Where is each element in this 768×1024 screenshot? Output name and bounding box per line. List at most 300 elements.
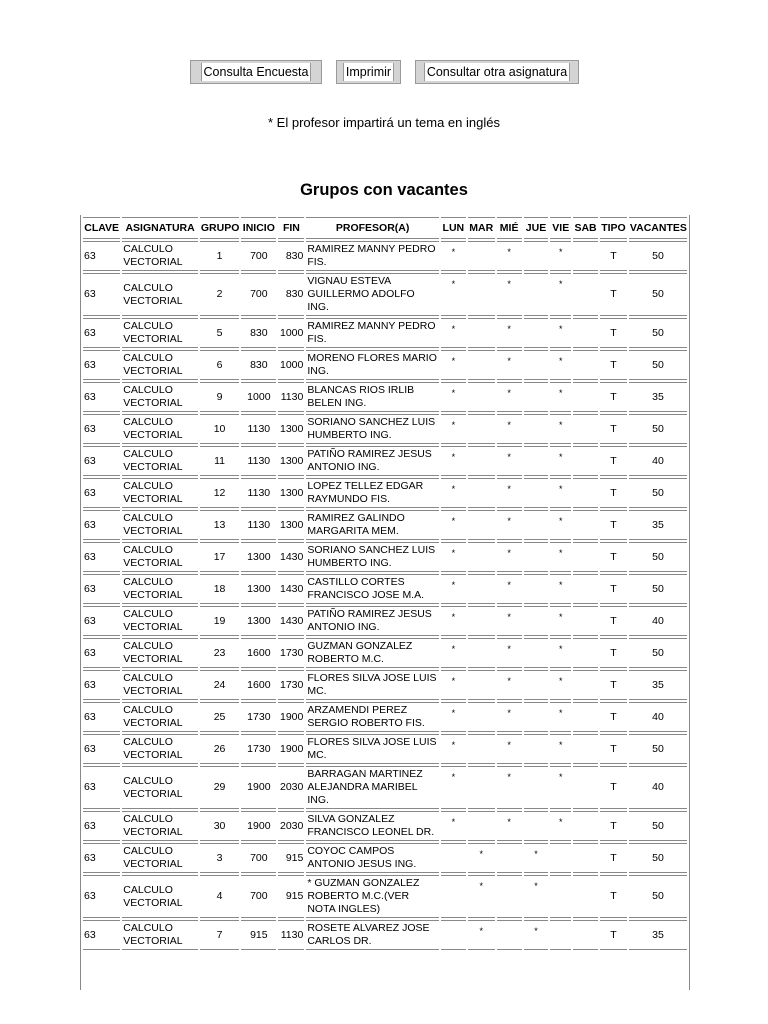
table-row	[83, 811, 687, 841]
table-row	[83, 414, 687, 444]
cell-lun: *	[441, 702, 466, 732]
cell-jue	[524, 574, 549, 604]
cell-fin: 1900	[278, 734, 304, 764]
table-row	[83, 478, 687, 508]
cell-asignatura: CALCULO VECTORIAL	[122, 382, 198, 412]
cell-sab	[573, 510, 598, 540]
cell-vie: *	[550, 273, 571, 316]
cell-fin: 1130	[278, 382, 304, 412]
cell-vie: *	[550, 811, 571, 841]
cell-fin: 2030	[278, 811, 304, 841]
cell-tipo: T	[600, 414, 627, 444]
cell-lun	[441, 875, 466, 918]
cell-mie: *	[497, 542, 522, 572]
cell-grupo: 12	[200, 478, 239, 508]
cell-asignatura: CALCULO VECTORIAL	[122, 734, 198, 764]
cell-vacantes: 50	[629, 350, 687, 380]
cell-asignatura: CALCULO VECTORIAL	[122, 766, 198, 809]
cell-sab	[573, 446, 598, 476]
cell-fin: 1430	[278, 542, 304, 572]
cell-grupo: 26	[200, 734, 239, 764]
imprimir-button[interactable]: Imprimir	[336, 60, 401, 84]
cell-inicio: 1130	[241, 510, 276, 540]
cell-grupo: 2	[200, 273, 239, 316]
cell-vie: *	[550, 478, 571, 508]
cell-profesor: VIGNAU ESTEVA GUILLERMO ADOLFO ING.	[306, 273, 439, 316]
groups-table	[81, 215, 689, 952]
cell-vie	[550, 875, 571, 918]
column-header: LUN	[441, 217, 466, 239]
cell-mie: *	[497, 670, 522, 700]
cell-mar	[468, 670, 495, 700]
cell-fin: 1300	[278, 414, 304, 444]
cell-jue	[524, 766, 549, 809]
cell-vie: *	[550, 510, 571, 540]
table-row	[83, 574, 687, 604]
cell-jue: *	[524, 843, 549, 873]
cell-tipo: T	[600, 920, 627, 950]
cell-mie	[497, 843, 522, 873]
cell-profesor: GUZMAN GONZALEZ ROBERTO M.C.	[306, 638, 439, 668]
cell-inicio: 1600	[241, 638, 276, 668]
cell-lun: *	[441, 734, 466, 764]
cell-sab	[573, 382, 598, 412]
cell-asignatura: CALCULO VECTORIAL	[122, 510, 198, 540]
cell-tipo: T	[600, 606, 627, 636]
cell-fin: 2030	[278, 766, 304, 809]
cell-clave: 63	[83, 241, 120, 271]
cell-lun	[441, 843, 466, 873]
cell-mie: *	[497, 350, 522, 380]
cell-asignatura: CALCULO VECTORIAL	[122, 606, 198, 636]
column-header: JUE	[524, 217, 549, 239]
cell-inicio: 1300	[241, 542, 276, 572]
cell-profesor: PATIÑO RAMIREZ JESUS ANTONIO ING.	[306, 606, 439, 636]
cell-asignatura: CALCULO VECTORIAL	[122, 638, 198, 668]
cell-sab	[573, 920, 598, 950]
cell-sab	[573, 843, 598, 873]
cell-mie: *	[497, 273, 522, 316]
cell-sab	[573, 318, 598, 348]
cell-profesor: ARZAMENDI PEREZ SERGIO ROBERTO FIS.	[306, 702, 439, 732]
cell-clave: 63	[83, 510, 120, 540]
cell-lun: *	[441, 382, 466, 412]
cell-vie	[550, 843, 571, 873]
cell-grupo: 17	[200, 542, 239, 572]
cell-jue	[524, 414, 549, 444]
cell-asignatura: CALCULO VECTORIAL	[122, 414, 198, 444]
cell-tipo: T	[600, 734, 627, 764]
column-header: CLAVE	[83, 217, 120, 239]
cell-mar	[468, 273, 495, 316]
cell-grupo: 11	[200, 446, 239, 476]
cell-jue	[524, 241, 549, 271]
column-header: MAR	[468, 217, 495, 239]
cell-mar: *	[468, 875, 495, 918]
cell-mar	[468, 241, 495, 271]
table-row	[83, 734, 687, 764]
cell-profesor: PATIÑO RAMIREZ JESUS ANTONIO ING.	[306, 446, 439, 476]
cell-fin: 1730	[278, 670, 304, 700]
cell-grupo: 3	[200, 843, 239, 873]
cell-inicio: 1300	[241, 574, 276, 604]
cell-clave: 63	[83, 766, 120, 809]
table-row	[83, 920, 687, 950]
cell-profesor: * GUZMAN GONZALEZ ROBERTO M.C.(VER NOTA INGLES)	[306, 875, 439, 918]
table-row	[83, 606, 687, 636]
cell-mie: *	[497, 606, 522, 636]
column-header: SAB	[573, 217, 598, 239]
cell-inicio: 1900	[241, 811, 276, 841]
cell-tipo: T	[600, 638, 627, 668]
cell-clave: 63	[83, 811, 120, 841]
cell-fin: 1730	[278, 638, 304, 668]
table-row	[83, 542, 687, 572]
cell-tipo: T	[600, 670, 627, 700]
cell-mar	[468, 766, 495, 809]
cell-lun: *	[441, 478, 466, 508]
cell-vacantes: 40	[629, 766, 687, 809]
cell-mar: *	[468, 920, 495, 950]
cell-tipo: T	[600, 318, 627, 348]
cell-profesor: MORENO FLORES MARIO ING.	[306, 350, 439, 380]
cell-fin: 1000	[278, 318, 304, 348]
cell-lun: *	[441, 606, 466, 636]
cell-tipo: T	[600, 766, 627, 809]
cell-jue	[524, 273, 549, 316]
cell-vie: *	[550, 766, 571, 809]
cell-clave: 63	[83, 875, 120, 918]
cell-vacantes: 35	[629, 920, 687, 950]
cell-vacantes: 50	[629, 875, 687, 918]
cell-sab	[573, 670, 598, 700]
cell-clave: 63	[83, 350, 120, 380]
cell-lun: *	[441, 766, 466, 809]
cell-vie: *	[550, 638, 571, 668]
cell-inicio: 1900	[241, 766, 276, 809]
cell-inicio: 830	[241, 350, 276, 380]
column-header: VACANTES	[629, 217, 687, 239]
table-row	[83, 273, 687, 316]
cell-vie: *	[550, 318, 571, 348]
cell-jue	[524, 542, 549, 572]
cell-vacantes: 40	[629, 446, 687, 476]
column-header: FIN	[278, 217, 304, 239]
cell-asignatura: CALCULO VECTORIAL	[122, 920, 198, 950]
cell-tipo: T	[600, 843, 627, 873]
cell-inicio: 1730	[241, 734, 276, 764]
cell-clave: 63	[83, 843, 120, 873]
cell-clave: 63	[83, 734, 120, 764]
cell-grupo: 1	[200, 241, 239, 271]
cell-fin: 1000	[278, 350, 304, 380]
cell-grupo: 13	[200, 510, 239, 540]
cell-jue	[524, 350, 549, 380]
table-row	[83, 510, 687, 540]
cell-lun: *	[441, 574, 466, 604]
cell-vie: *	[550, 241, 571, 271]
cell-jue: *	[524, 920, 549, 950]
cell-fin: 1430	[278, 606, 304, 636]
cell-jue	[524, 670, 549, 700]
cell-grupo: 5	[200, 318, 239, 348]
cell-jue: *	[524, 875, 549, 918]
cell-sab	[573, 241, 598, 271]
cell-mar	[468, 702, 495, 732]
cell-profesor: SORIANO SANCHEZ LUIS HUMBERTO ING.	[306, 414, 439, 444]
cell-vie: *	[550, 414, 571, 444]
cell-mar	[468, 811, 495, 841]
table-body	[83, 241, 687, 950]
cell-mar	[468, 350, 495, 380]
cell-mar: *	[468, 843, 495, 873]
cell-tipo: T	[600, 811, 627, 841]
table-title: Grupos con vacantes	[300, 181, 468, 199]
cell-vacantes: 50	[629, 414, 687, 444]
cell-sab	[573, 734, 598, 764]
cell-jue	[524, 606, 549, 636]
column-header: VIE	[550, 217, 571, 239]
cell-clave: 63	[83, 606, 120, 636]
cell-asignatura: CALCULO VECTORIAL	[122, 241, 198, 271]
cell-inicio: 700	[241, 241, 276, 271]
cell-mar	[468, 734, 495, 764]
cell-mar	[468, 606, 495, 636]
cell-fin: 1900	[278, 702, 304, 732]
cell-profesor: BLANCAS RIOS IRLIB BELEN ING.	[306, 382, 439, 412]
cell-vacantes: 35	[629, 670, 687, 700]
table-row	[83, 843, 687, 873]
cell-sab	[573, 542, 598, 572]
cell-fin: 1300	[278, 446, 304, 476]
cell-clave: 63	[83, 542, 120, 572]
cell-grupo: 4	[200, 875, 239, 918]
cell-sab	[573, 638, 598, 668]
cell-tipo: T	[600, 542, 627, 572]
cell-mie: *	[497, 382, 522, 412]
cell-mie: *	[497, 318, 522, 348]
cell-asignatura: CALCULO VECTORIAL	[122, 875, 198, 918]
cell-sab	[573, 574, 598, 604]
cell-vacantes: 50	[629, 843, 687, 873]
cell-jue	[524, 638, 549, 668]
cell-profesor: RAMIREZ MANNY PEDRO FIS.	[306, 241, 439, 271]
cell-sab	[573, 273, 598, 316]
cell-grupo: 18	[200, 574, 239, 604]
cell-sab	[573, 478, 598, 508]
cell-mar	[468, 542, 495, 572]
cell-lun: *	[441, 414, 466, 444]
cell-vacantes: 50	[629, 318, 687, 348]
cell-jue	[524, 811, 549, 841]
table-row	[83, 702, 687, 732]
cell-clave: 63	[83, 702, 120, 732]
cell-mie: *	[497, 414, 522, 444]
cell-clave: 63	[83, 670, 120, 700]
cell-mie: *	[497, 574, 522, 604]
cell-tipo: T	[600, 273, 627, 316]
cell-tipo: T	[600, 241, 627, 271]
column-header: PROFESOR(A)	[306, 217, 439, 239]
cell-grupo: 23	[200, 638, 239, 668]
cell-sab	[573, 414, 598, 444]
cell-vie: *	[550, 446, 571, 476]
cell-fin: 830	[278, 273, 304, 316]
table-row	[83, 241, 687, 271]
cell-inicio: 700	[241, 843, 276, 873]
cell-inicio: 915	[241, 920, 276, 950]
cell-inicio: 1000	[241, 382, 276, 412]
cell-mar	[468, 382, 495, 412]
cell-grupo: 6	[200, 350, 239, 380]
cell-mar	[468, 478, 495, 508]
cell-grupo: 10	[200, 414, 239, 444]
cell-mie: *	[497, 478, 522, 508]
table-row	[83, 318, 687, 348]
cell-grupo: 9	[200, 382, 239, 412]
cell-lun: *	[441, 318, 466, 348]
cell-lun: *	[441, 350, 466, 380]
cell-sab	[573, 606, 598, 636]
cell-mie: *	[497, 510, 522, 540]
cell-vie: *	[550, 382, 571, 412]
table-row	[83, 350, 687, 380]
cell-sab	[573, 811, 598, 841]
cell-vacantes: 35	[629, 382, 687, 412]
cell-mie: *	[497, 241, 522, 271]
cell-sab	[573, 702, 598, 732]
cell-grupo: 24	[200, 670, 239, 700]
cell-vacantes: 50	[629, 734, 687, 764]
cell-clave: 63	[83, 574, 120, 604]
cell-asignatura: CALCULO VECTORIAL	[122, 318, 198, 348]
cell-tipo: T	[600, 510, 627, 540]
cell-profesor: BARRAGAN MARTINEZ ALEJANDRA MARIBEL ING.	[306, 766, 439, 809]
cell-clave: 63	[83, 318, 120, 348]
cell-grupo: 29	[200, 766, 239, 809]
cell-inicio: 1300	[241, 606, 276, 636]
cell-tipo: T	[600, 702, 627, 732]
cell-clave: 63	[83, 478, 120, 508]
cell-vie: *	[550, 606, 571, 636]
cell-profesor: COYOC CAMPOS ANTONIO JESUS ING.	[306, 843, 439, 873]
cell-asignatura: CALCULO VECTORIAL	[122, 843, 198, 873]
table-row	[83, 670, 687, 700]
cell-lun: *	[441, 241, 466, 271]
cell-tipo: T	[600, 350, 627, 380]
cell-clave: 63	[83, 920, 120, 950]
cell-clave: 63	[83, 638, 120, 668]
cell-vacantes: 50	[629, 811, 687, 841]
button-bar	[0, 60, 768, 86]
cell-mar	[468, 414, 495, 444]
column-header: GRUPO	[200, 217, 239, 239]
cell-vie: *	[550, 542, 571, 572]
cell-mar	[468, 510, 495, 540]
table-row	[83, 766, 687, 809]
cell-clave: 63	[83, 273, 120, 316]
cell-jue	[524, 446, 549, 476]
consulta-encuesta-button[interactable]: Consulta Encuesta	[190, 60, 322, 84]
cell-vacantes: 40	[629, 606, 687, 636]
cell-inicio: 1130	[241, 414, 276, 444]
cell-inicio: 1600	[241, 670, 276, 700]
cell-asignatura: CALCULO VECTORIAL	[122, 811, 198, 841]
cell-asignatura: CALCULO VECTORIAL	[122, 542, 198, 572]
english-note: * El profesor impartirá un tema en inglés	[268, 115, 500, 130]
cell-asignatura: CALCULO VECTORIAL	[122, 273, 198, 316]
table-row	[83, 875, 687, 918]
cell-tipo: T	[600, 875, 627, 918]
cell-lun: *	[441, 670, 466, 700]
cell-vacantes: 50	[629, 273, 687, 316]
cell-mie	[497, 920, 522, 950]
cell-jue	[524, 382, 549, 412]
cell-mie: *	[497, 638, 522, 668]
cell-mie: *	[497, 811, 522, 841]
cell-mar	[468, 318, 495, 348]
cell-tipo: T	[600, 574, 627, 604]
column-header: INICIO	[241, 217, 276, 239]
cell-mie: *	[497, 702, 522, 732]
cell-inicio: 1730	[241, 702, 276, 732]
cell-fin: 915	[278, 875, 304, 918]
cell-profesor: RAMIREZ GALINDO MARGARITA MEM.	[306, 510, 439, 540]
cell-vacantes: 50	[629, 574, 687, 604]
groups-table-container	[80, 215, 690, 990]
cell-vacantes: 40	[629, 702, 687, 732]
cell-vie	[550, 920, 571, 950]
cell-fin: 1130	[278, 920, 304, 950]
column-header: ASIGNATURA	[122, 217, 198, 239]
cell-sab	[573, 766, 598, 809]
cell-vacantes: 50	[629, 241, 687, 271]
cell-lun	[441, 920, 466, 950]
cell-grupo: 30	[200, 811, 239, 841]
cell-jue	[524, 510, 549, 540]
cell-vie: *	[550, 670, 571, 700]
cell-mar	[468, 638, 495, 668]
cell-sab	[573, 875, 598, 918]
consultar-otra-asignatura-button[interactable]: Consultar otra asignatura	[415, 60, 579, 84]
table-row	[83, 446, 687, 476]
table-header-row	[83, 217, 687, 239]
cell-jue	[524, 702, 549, 732]
cell-mar	[468, 574, 495, 604]
cell-profesor: SILVA GONZALEZ FRANCISCO LEONEL DR.	[306, 811, 439, 841]
cell-tipo: T	[600, 478, 627, 508]
cell-fin: 915	[278, 843, 304, 873]
column-header: TIPO	[600, 217, 627, 239]
cell-vie: *	[550, 574, 571, 604]
cell-lun: *	[441, 542, 466, 572]
cell-fin: 1300	[278, 478, 304, 508]
cell-profesor: RAMIREZ MANNY PEDRO FIS.	[306, 318, 439, 348]
cell-grupo: 19	[200, 606, 239, 636]
cell-profesor: FLORES SILVA JOSE LUIS MC.	[306, 670, 439, 700]
cell-mie	[497, 875, 522, 918]
cell-mie: *	[497, 734, 522, 764]
cell-clave: 63	[83, 414, 120, 444]
cell-asignatura: CALCULO VECTORIAL	[122, 350, 198, 380]
cell-jue	[524, 318, 549, 348]
cell-inicio: 830	[241, 318, 276, 348]
cell-profesor: FLORES SILVA JOSE LUIS MC.	[306, 734, 439, 764]
cell-grupo: 25	[200, 702, 239, 732]
cell-vacantes: 50	[629, 542, 687, 572]
cell-jue	[524, 734, 549, 764]
cell-profesor: CASTILLO CORTES FRANCISCO JOSE M.A.	[306, 574, 439, 604]
